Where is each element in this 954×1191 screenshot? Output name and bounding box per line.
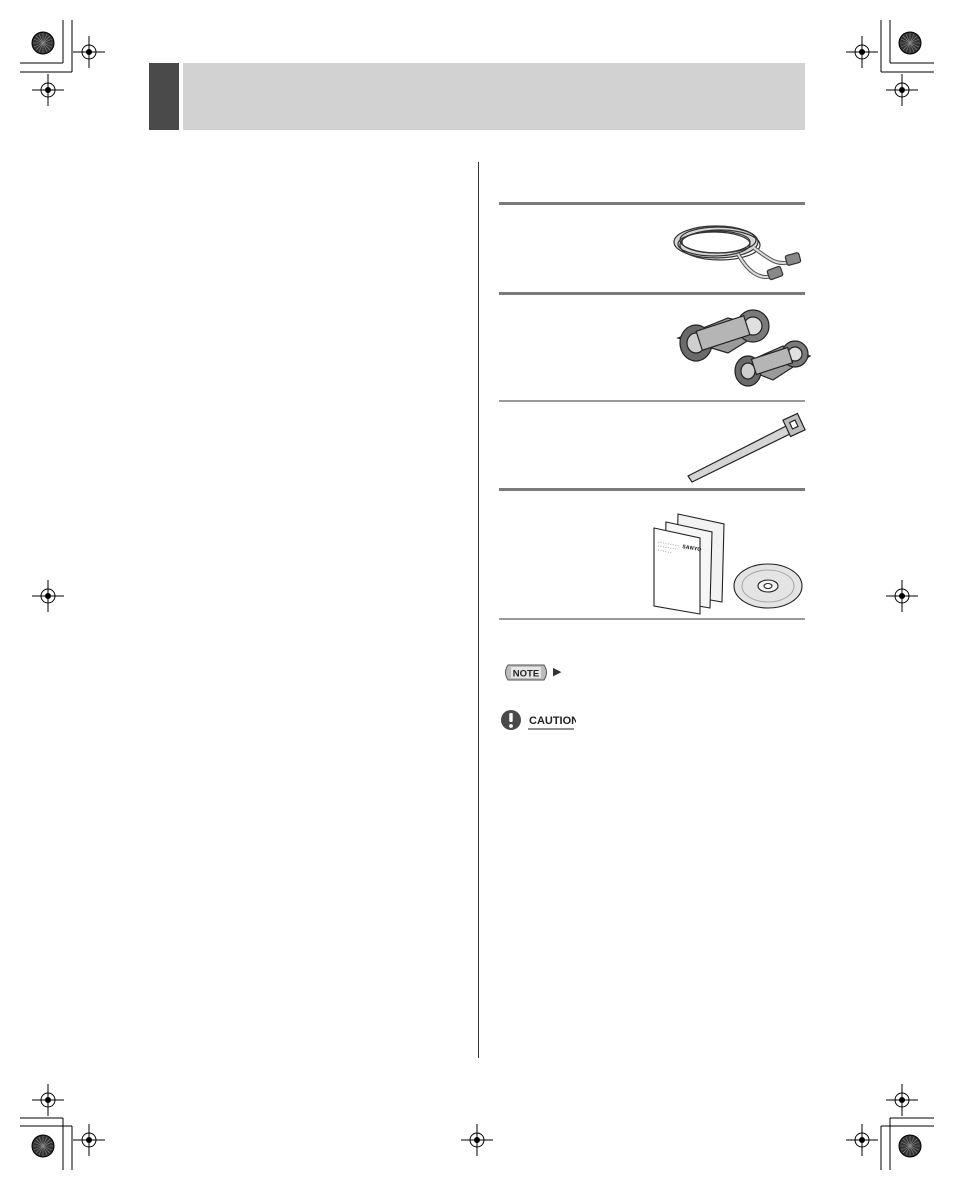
cable-tie-icon	[682, 410, 807, 485]
accessory-rule	[499, 292, 805, 295]
note-label: NOTE	[512, 668, 540, 680]
exclamation-icon	[501, 710, 521, 730]
accessory-rule	[499, 618, 805, 620]
caution-label: CAUTION	[529, 715, 576, 727]
note-badge-icon	[502, 664, 550, 681]
accessory-rule	[499, 400, 805, 402]
caution-badge	[500, 709, 576, 733]
accessory-rule	[499, 488, 805, 491]
ferrite-core-icon	[668, 298, 813, 393]
manual-booklets-icon	[650, 506, 740, 616]
cd-rom-icon	[732, 560, 804, 612]
note-arrow-icon: ▶	[553, 666, 562, 678]
accessory-rule	[499, 202, 805, 205]
section-header-band	[183, 63, 805, 130]
manual-brand-text: SANYO	[681, 544, 702, 554]
cable-coil-icon	[668, 210, 808, 290]
section-tab	[149, 63, 179, 130]
column-divider	[478, 162, 479, 1058]
